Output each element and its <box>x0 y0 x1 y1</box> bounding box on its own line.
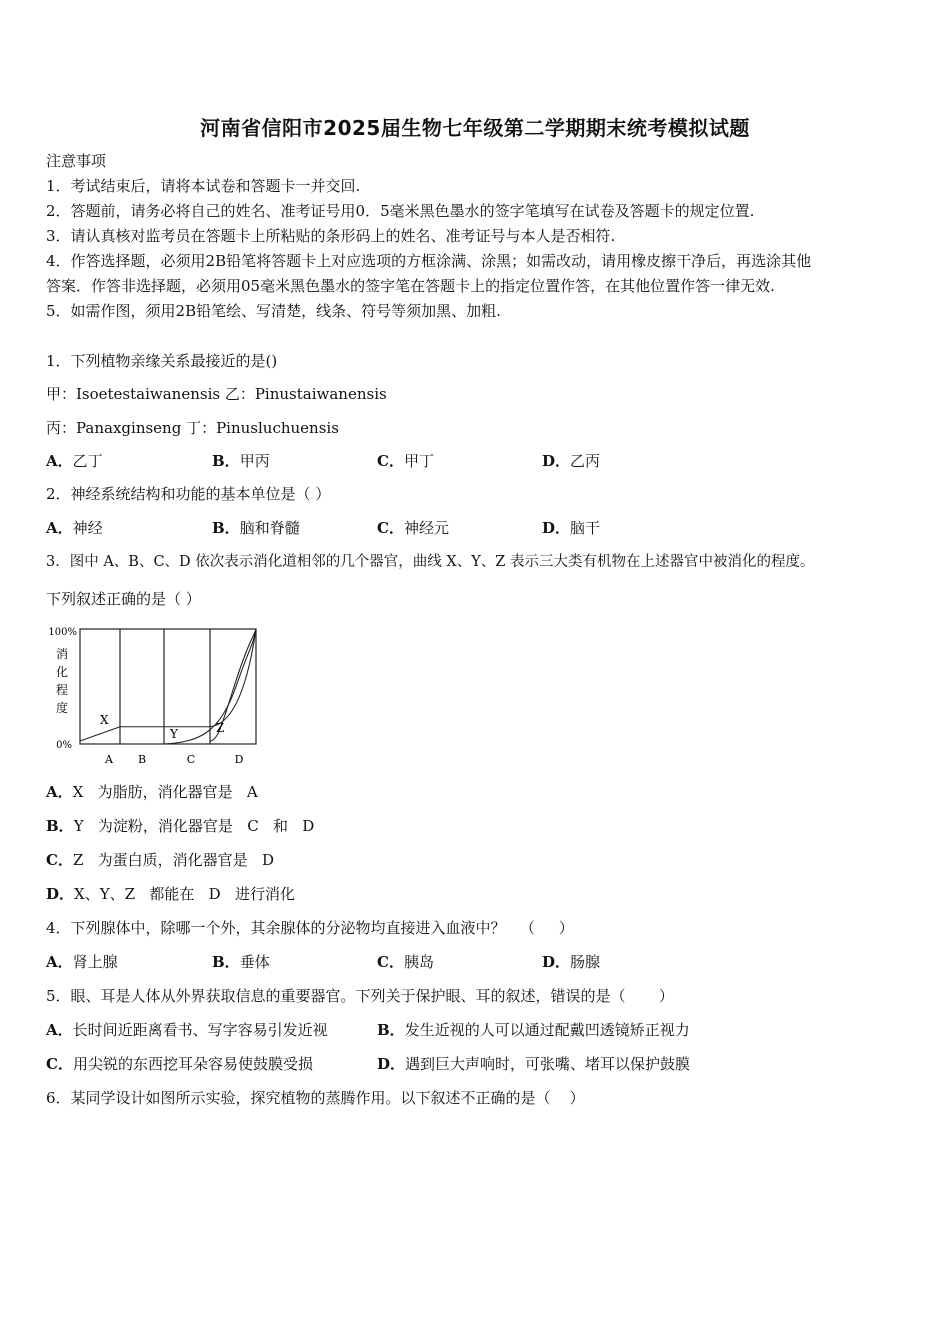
q3-option-c[interactable] <box>46 850 274 870</box>
q4-stem: 4．下列腺体中，除哪一个外，其余腺体的分泌物均直接进入血液中？ （ ） <box>46 919 574 937</box>
option-text: 神经 <box>72 519 103 537</box>
q6-stem: 6．某同学设计如图所示实验，探究植物的蒸腾作用。以下叙述不正确的是（ ） <box>46 1089 585 1107</box>
q4-option-d[interactable] <box>542 952 600 972</box>
notice-item: 1．考试结束后，请将本试卷和答题卡一并交回. <box>46 177 361 195</box>
q1-option-a[interactable] <box>46 451 103 471</box>
option-text: 肾上腺 <box>72 953 118 971</box>
option-letter: B． <box>212 953 240 971</box>
q1-option-c[interactable] <box>377 451 434 471</box>
q4-option-a[interactable] <box>46 952 118 972</box>
q1-line: 甲：Isoetestaiwanensis 乙：Pinustaiwanensis <box>46 385 387 403</box>
option-letter: D． <box>542 519 571 537</box>
option-letter: A． <box>46 783 73 801</box>
option-text: 垂体 <box>239 953 270 971</box>
y-tick-label: 100% <box>48 627 77 638</box>
page-title: 河南省信阳市2025届生物七年级第二学期期末统考模拟试题 <box>200 116 750 140</box>
y-axis-label-char: 消 <box>55 647 69 661</box>
option-text: 甲丙 <box>239 452 270 470</box>
option-letter: C． <box>46 1055 73 1073</box>
notice-item: 2．答题前，请务必将自己的姓名、准考证号用0．5毫米黑色墨水的签字笔填写在试卷及答题卡的规定位置. <box>46 202 755 220</box>
option-letter: B． <box>212 452 240 470</box>
option-letter: D． <box>377 1055 406 1073</box>
q4-option-c[interactable] <box>377 952 434 972</box>
y-axis-label-char: 度 <box>55 701 69 715</box>
y-tick-label: 0% <box>56 740 72 751</box>
x-category-label: A <box>105 753 113 766</box>
q1-option-b[interactable] <box>212 451 270 471</box>
q3-option-d[interactable] <box>46 884 295 904</box>
q2-option-a[interactable] <box>46 518 103 538</box>
option-text: 胰岛 <box>403 953 434 971</box>
q2-stem: 2．神经系统结构和功能的基本单位是（ ） <box>46 485 331 503</box>
q5-option-d[interactable] <box>377 1054 690 1074</box>
option-letter: D． <box>542 452 571 470</box>
option-letter: D． <box>542 953 571 971</box>
option-text: 甲丁 <box>403 452 434 470</box>
option-text: 遇到巨大声响时，可张嘴、堵耳以保护鼓膜 <box>405 1055 691 1073</box>
q3-stem-continued: 下列叙述正确的是（ ） <box>46 590 201 608</box>
q3-option-a[interactable] <box>46 782 258 802</box>
option-letter: A． <box>46 452 73 470</box>
option-text: 乙丁 <box>72 452 103 470</box>
option-letter: B． <box>46 817 74 835</box>
option-letter: A． <box>46 953 73 971</box>
q1-stem: 1．下列植物亲缘关系最接近的是() <box>46 352 278 370</box>
option-letter: C． <box>46 851 73 869</box>
option-text: 用尖锐的东西挖耳朵容易使鼓膜受损 <box>72 1055 313 1073</box>
q3-option-b[interactable] <box>46 816 314 836</box>
option-text: 神经元 <box>403 519 449 537</box>
series-z-label: Z <box>216 721 225 735</box>
series-y-label: Y <box>170 727 178 741</box>
q3-stem: 3．图中 A、B、C、D 依次表示消化道相邻的几个器官，曲线 X、Y、Z 表示三大类有机物在上述器官中被消化的程度。 <box>46 554 815 570</box>
notice-item: 4．作答选择题，必须用2B铅笔将答题卡上对应选项的方框涂满、涂黑；如需改动，请用橡皮擦干净后，再选涂其他 <box>46 252 812 270</box>
option-letter: B． <box>377 1021 405 1039</box>
q5-option-a[interactable] <box>46 1020 328 1040</box>
notice-item: 答案．作答非选择题，必须用05毫米黑色墨水的签字笔在答题卡上的指定位置作答，在其他位置作答一律无效. <box>46 277 775 295</box>
option-letter: D． <box>46 885 75 903</box>
option-letter: C． <box>377 519 404 537</box>
x-category-label: C <box>186 753 196 766</box>
option-letter: C． <box>377 953 404 971</box>
option-text: X 为脂肪，消化器官是 A <box>72 783 258 801</box>
option-letter: A． <box>46 1021 73 1039</box>
q2-option-c[interactable] <box>377 518 449 538</box>
notice-item: 5．如需作图，须用2B铅笔绘、写清楚，线条、符号等须加黑、加粗. <box>46 302 501 320</box>
series-x-label: X <box>100 712 109 727</box>
notice-item: 3．请认真核对监考员在答题卡上所粘贴的条形码上的姓名、准考证号与本人是否相符. <box>46 227 616 245</box>
q2-option-d[interactable] <box>542 518 600 538</box>
x-category-label: D <box>234 753 244 766</box>
q5-stem: 5．眼、耳是人体从外界获取信息的重要器官。下列关于保护眼、耳的叙述，错误的是（ ） <box>46 987 674 1005</box>
option-text: 乙丙 <box>570 452 601 470</box>
q5-option-c[interactable] <box>46 1054 313 1074</box>
digestion-chart <box>40 622 280 767</box>
option-text: 发生近视的人可以通过配戴凹透镜矫正视力 <box>404 1021 690 1039</box>
option-text: 脑干 <box>570 519 601 537</box>
option-letter: A． <box>46 519 73 537</box>
x-category-label: B <box>137 753 147 766</box>
option-letter: C． <box>377 452 404 470</box>
option-text: Y 为淀粉，消化器官是 C 和 D <box>73 817 315 835</box>
option-text: 脑和脊髓 <box>239 519 300 537</box>
y-axis-label-char: 程 <box>55 683 69 697</box>
q4-option-b[interactable] <box>212 952 270 972</box>
q1-line: 丙：Panaxginseng 丁：Pinusluchuensis <box>46 419 339 437</box>
notice-heading: 注意事项 <box>46 152 107 170</box>
q1-option-d[interactable] <box>542 451 600 471</box>
option-text: Z 为蛋白质，消化器官是 D <box>72 851 275 869</box>
option-text: 肠腺 <box>570 953 601 971</box>
option-text: X、Y、Z 都能在 D 进行消化 <box>74 885 295 903</box>
y-axis-label-char: 化 <box>55 665 69 679</box>
q2-option-b[interactable] <box>212 518 300 538</box>
option-letter: B． <box>212 519 240 537</box>
q5-option-b[interactable] <box>377 1020 690 1040</box>
option-text: 长时间近距离看书、写字容易引发近视 <box>72 1021 328 1039</box>
